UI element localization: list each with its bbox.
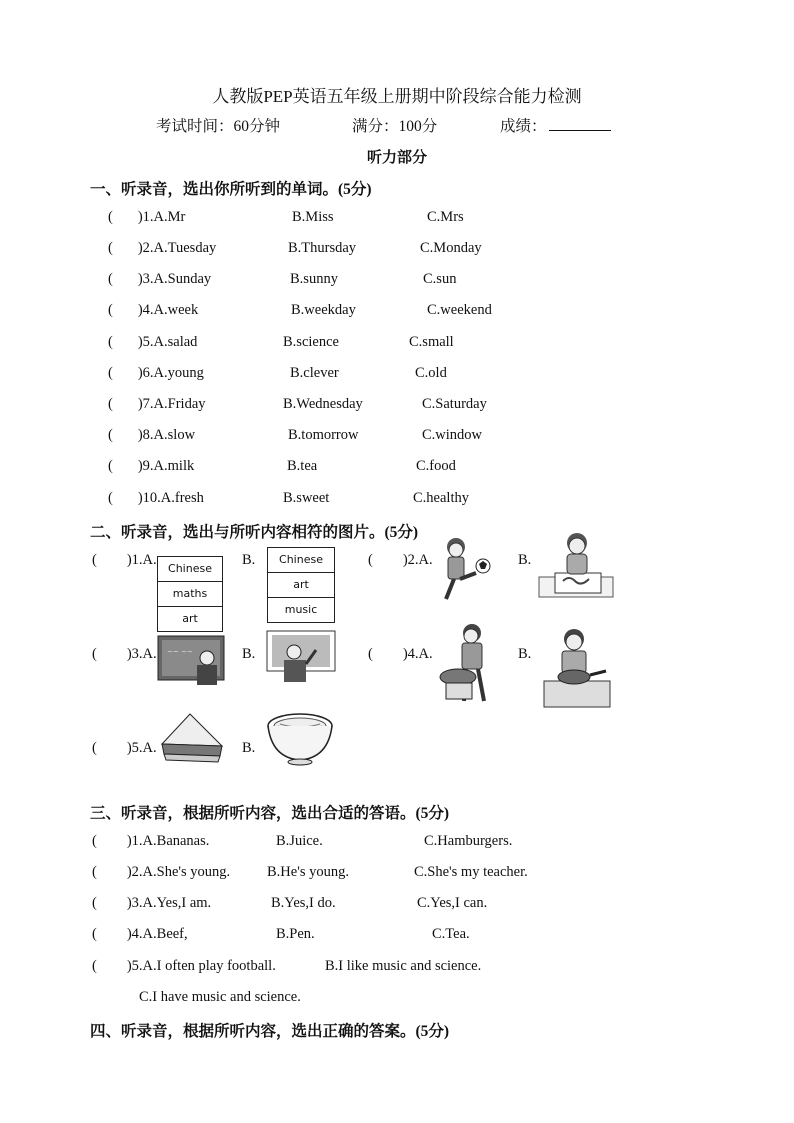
- s3-option-b: B.Pen.: [276, 926, 315, 942]
- section3-title: 三、听录音，根据所听内容，选出合适的答语。(5分): [90, 805, 450, 822]
- s3-option-c: C.Yes,I can.: [417, 895, 488, 911]
- subject-table-a: [157, 556, 223, 632]
- noodle-bowl-picture: [266, 710, 334, 766]
- s1-option-b: B.tea: [287, 458, 318, 474]
- s3-question-2: ( )2.A.She's young.: [92, 864, 231, 880]
- teacher-at-blackboard-picture: [157, 634, 225, 688]
- boy-cooking-in-wok-picture: [438, 621, 506, 705]
- s1-option-b: B.Thursday: [288, 240, 357, 256]
- s1-question-8: ( )8.A.slow: [108, 427, 196, 443]
- s3-option-b: B.He's young.: [267, 864, 349, 880]
- s1-option-c: C.window: [422, 427, 483, 443]
- s2-q3-a: ( )3.A.: [92, 646, 157, 662]
- man-at-blackboard-picture: [266, 630, 336, 682]
- s1-option-c: C.weekend: [427, 302, 492, 318]
- s3-q5-b: B.I like music and science.: [325, 958, 482, 974]
- s2-q4-b: B.: [518, 646, 532, 662]
- section2-title: 二、听录音，选出与所听内容相符的图片。(5分): [90, 524, 419, 541]
- s1-option-b: B.Wednesday: [283, 396, 363, 412]
- score-label: 成绩：: [500, 118, 547, 135]
- s1-question-5: ( )5.A.salad: [108, 334, 198, 350]
- subject-cell: art: [182, 612, 198, 625]
- s3-option-c: C.She's my teacher.: [414, 864, 528, 880]
- s1-option-c: C.Monday: [420, 240, 482, 256]
- s1-option-c: C.food: [416, 458, 456, 474]
- part-title: 听力部分: [366, 150, 427, 166]
- boy-drawing-picture: [537, 529, 615, 599]
- score-blank: [549, 118, 611, 131]
- s1-option-c: C.small: [409, 334, 454, 350]
- s1-question-6: ( )6.A.young: [108, 365, 204, 381]
- boy-playing-football-picture: [432, 533, 494, 605]
- s2-q5-a: ( )5.A.: [92, 740, 157, 756]
- subject-cell: art: [268, 573, 334, 598]
- s1-question-2: ( )2.A.Tuesday: [108, 240, 217, 256]
- subject-cell: Chinese: [158, 557, 222, 582]
- s3-option-b: B.Juice.: [276, 833, 323, 849]
- s1-option-b: B.Miss: [292, 209, 334, 225]
- s1-question-9: ( )9.A.milk: [108, 458, 195, 474]
- s1-option-b: B.tomorrow: [288, 427, 359, 443]
- s1-option-b: B.weekday: [291, 302, 356, 318]
- section1-title: 一、听录音，选出你所听到的单词。(5分): [90, 181, 372, 198]
- s3-question-4: ( )4.A.Beef,: [92, 926, 188, 942]
- s1-question-7: ( )7.A.Friday: [108, 396, 206, 412]
- s1-question-1: ( )1.A.Mr: [108, 209, 186, 225]
- s2-q4-a: ( )4.A.: [368, 646, 433, 662]
- page-title: 人教版PEP英语五年级上册期中阶段综合能力检测: [212, 87, 582, 106]
- s3-q5-c: C.I have music and science.: [139, 989, 301, 1005]
- s3-question-1: ( )1.A.Bananas.: [92, 833, 210, 849]
- subject-cell: music: [284, 603, 318, 616]
- s2-q1-a: ( )1.A.: [92, 552, 157, 568]
- svg-text:~~ ~~: ~~ ~~: [167, 648, 193, 656]
- s3-option-c: C.Tea.: [432, 926, 470, 942]
- s1-option-b: B.sweet: [283, 490, 330, 506]
- s2-q5-b: B.: [242, 740, 256, 756]
- s2-q3-b: B.: [242, 646, 256, 662]
- s1-option-b: B.science: [283, 334, 339, 350]
- s1-option-c: C.Mrs: [427, 209, 464, 225]
- full-score: 满分：100分: [352, 118, 438, 135]
- s1-option-c: C.Saturday: [422, 396, 487, 412]
- sandwich-picture: [158, 710, 226, 764]
- section4-title: 四、听录音，根据所听内容，选出正确的答案。(5分): [90, 1023, 450, 1040]
- s3-q5-a: ( )5.A.I often play football.: [92, 958, 276, 974]
- s1-option-c: C.sun: [423, 271, 457, 287]
- s2-q2-b: B.: [518, 552, 532, 568]
- score-field: [500, 114, 611, 136]
- s2-q1-b: B.: [242, 552, 256, 568]
- boy-cooking-on-stove-picture: [540, 625, 614, 709]
- subject-cell: Chinese: [268, 548, 334, 573]
- s1-option-c: C.healthy: [413, 490, 469, 506]
- s1-option-c: C.old: [415, 365, 447, 381]
- s1-question-4: ( )4.A.week: [108, 302, 199, 318]
- s1-option-b: B.clever: [290, 365, 339, 381]
- s3-question-3: ( )3.A.Yes,I am.: [92, 895, 212, 911]
- s1-question-10: ( )10.A.fresh: [108, 490, 204, 506]
- s1-question-3: ( )3.A.Sunday: [108, 271, 212, 287]
- subject-cell: maths: [158, 582, 222, 607]
- s3-option-b: B.Yes,I do.: [271, 895, 336, 911]
- subject-table-b: [267, 547, 335, 623]
- s1-option-b: B.sunny: [290, 271, 338, 287]
- s3-option-c: C.Hamburgers.: [424, 833, 513, 849]
- s2-q2-a: ( )2.A.: [368, 552, 433, 568]
- exam-time: 考试时间：60分钟: [156, 118, 281, 135]
